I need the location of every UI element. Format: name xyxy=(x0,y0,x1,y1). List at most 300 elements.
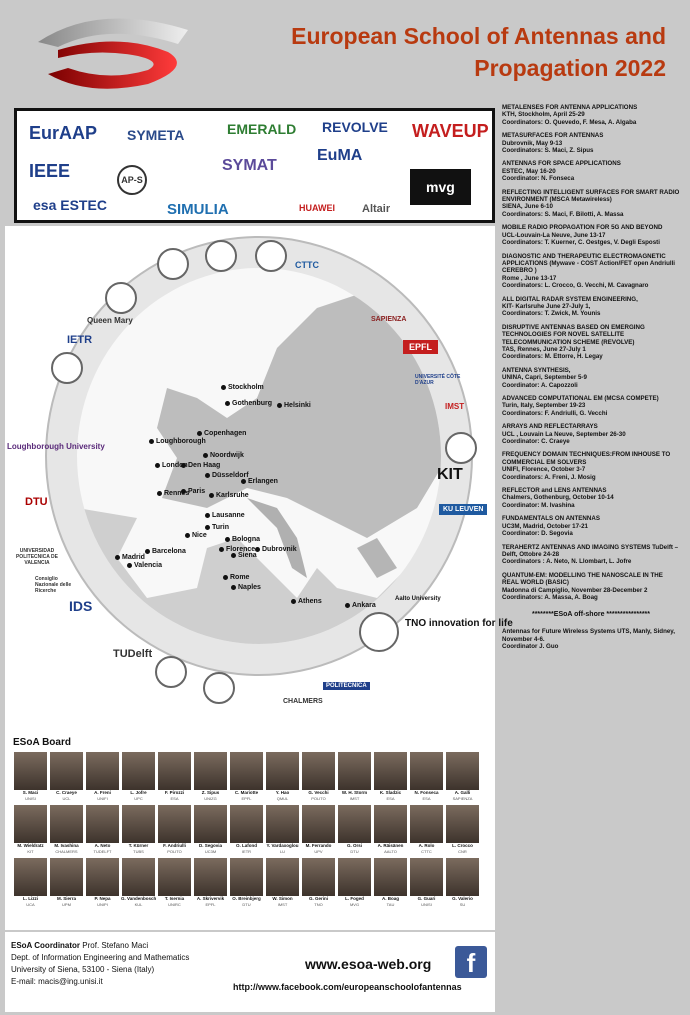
board-member xyxy=(301,858,336,907)
member-photo xyxy=(266,858,299,896)
member-photo xyxy=(14,752,47,790)
member-affiliation: ESA xyxy=(386,796,395,801)
city-bologna: Bologna xyxy=(225,536,260,543)
course-title: METALENSES FOR ANTENNA APPLICATIONS xyxy=(502,104,638,111)
board-member xyxy=(157,805,192,854)
offshore-section xyxy=(502,611,680,650)
city-copenhagen: Copenhagen xyxy=(197,430,246,437)
member-photo xyxy=(338,752,371,790)
city-stockholm: Stockholm xyxy=(221,384,264,391)
city-dubrovnik: Dubrovnik xyxy=(255,546,297,553)
city-valencia: Valencia xyxy=(127,562,162,569)
member-affiliation: UPM xyxy=(62,902,71,907)
member-name: C. Mariotte xyxy=(234,790,259,795)
board-member xyxy=(445,752,480,801)
member-photo xyxy=(266,805,299,843)
member-affiliation: KUL xyxy=(134,902,143,907)
member-name: C. Craeye xyxy=(56,790,77,795)
member-affiliation: TAU xyxy=(386,902,395,907)
board-member xyxy=(85,805,120,854)
course-item xyxy=(502,395,680,417)
offshore-coordinator: Coordinator J. Guo xyxy=(502,643,559,651)
course-location: UCL-Louvain-La Neuve, June 13-17 xyxy=(502,231,606,239)
board-member xyxy=(337,805,372,854)
member-name: A. Boag xyxy=(381,896,399,901)
coordinator-name: Prof. Stefano Maci xyxy=(82,941,149,950)
title-line-1: European School of Antennas and xyxy=(291,23,666,49)
facebook-url[interactable]: http://www.facebook.com/europeanschoolofantennas xyxy=(233,982,462,992)
course-title: METASURFACES FOR ANTENNAS xyxy=(502,132,604,140)
course-title: FREQUENCY DOMAIN TECHNIQUES:FROM INHOUSE TO COMMERCIAL EM SOLVERS xyxy=(502,451,671,466)
course-location: KIT- Karlsruhe June 27-July 1, xyxy=(502,302,591,310)
course-title: TERAHERTZ ANTENNAS AND IMAGING SYSTEMS TuDelft – Delft, Ottobre 24-28 xyxy=(502,543,679,558)
member-photo xyxy=(374,805,407,843)
member-affiliation: SAPIENZA xyxy=(452,796,473,801)
sponsor-aps: AP-S xyxy=(117,165,147,195)
course-location: Rome , June 13-17 xyxy=(502,274,557,282)
member-affiliation: CNR xyxy=(458,849,467,854)
course-coordinators: Coordinators: F. Andriulli, G. Vecchi xyxy=(502,409,608,417)
city-helsinki: Helsinki xyxy=(277,402,311,409)
course-item xyxy=(502,487,680,509)
city-loughborough: Loughborough xyxy=(149,438,206,445)
member-affiliation: POLITO xyxy=(311,796,326,801)
seal-university xyxy=(51,352,83,384)
member-photo xyxy=(122,752,155,790)
board-member xyxy=(157,752,192,801)
city-noordwijk: Noordwijk xyxy=(203,452,244,459)
member-name: T. Isernia xyxy=(164,896,185,901)
board-member xyxy=(193,805,228,854)
member-name: G. Vandenbosch xyxy=(121,896,156,901)
member-affiliation: QMUL xyxy=(276,796,289,801)
member-photo xyxy=(86,752,119,790)
member-photo xyxy=(230,805,263,843)
member-name: M. Sierra xyxy=(56,896,76,901)
sponsor-symat: SYMAT xyxy=(222,157,277,174)
course-title: MOBILE RADIO PROPAGATION FOR 5G AND BEYOND xyxy=(502,224,663,232)
course-location: UNIFI, Florence, October 3-7 xyxy=(502,466,586,474)
board-member xyxy=(13,752,48,801)
member-name: A. Räisänen xyxy=(377,843,404,848)
board-member xyxy=(373,805,408,854)
city-gothenburg: Gothenburg xyxy=(225,400,272,407)
city-madrid: Madrid xyxy=(115,554,145,561)
board-member xyxy=(121,858,156,907)
sponsor-waveup: WAVEUP xyxy=(412,121,489,141)
coordinator-label: ESoA Coordinator xyxy=(11,941,81,950)
member-name: M. Ferrando xyxy=(305,843,332,848)
member-photo xyxy=(86,805,119,843)
member-photo xyxy=(194,805,227,843)
course-item xyxy=(502,544,680,566)
sponsors-panel xyxy=(14,108,495,223)
member-name: G. Gerini xyxy=(308,896,328,901)
sponsor-euma: EuMA xyxy=(317,147,363,164)
course-item xyxy=(502,224,680,246)
inst-cnr: Consiglio Nazionale delle Ricerche xyxy=(35,576,72,594)
member-name: G. Valerio xyxy=(452,896,473,901)
course-coordinators: Coordinator: M. Ivashina xyxy=(502,501,575,509)
city-athens: Athens xyxy=(291,598,322,605)
member-name: O. Breinbjerg xyxy=(232,896,261,901)
member-name: G. Orsi xyxy=(346,843,362,848)
course-item xyxy=(502,572,680,602)
member-name: L. Lizzi xyxy=(23,896,38,901)
course-title: ARRAYS AND REFLECTARRAYS xyxy=(502,423,598,431)
member-affiliation: CHALMERS xyxy=(55,849,78,854)
course-location: KTH, Stockholm, April 25-29 xyxy=(502,111,585,119)
member-affiliation: IMST xyxy=(349,796,360,801)
course-item xyxy=(502,515,680,537)
board-title: ESoA Board xyxy=(13,737,71,748)
member-affiliation: UNIRC xyxy=(168,902,181,907)
member-name: A. Freni xyxy=(94,790,111,795)
member-affiliation: LU xyxy=(279,849,286,854)
board-member xyxy=(229,805,264,854)
course-location: SIENA, June 6-10 xyxy=(502,203,553,211)
seal-university xyxy=(155,656,187,688)
course-item xyxy=(502,324,680,361)
member-name: W. H. Storm xyxy=(341,790,368,795)
seal-university xyxy=(445,432,477,464)
city-lausanne: Lausanne xyxy=(205,512,245,519)
member-name: K. Sladzic xyxy=(379,790,402,795)
course-coordinators: Coordinators: S. Maci, F. Bilotti, A. Massa xyxy=(502,210,624,218)
city-naples: Naples xyxy=(231,584,261,591)
inst-kuleuven: KU LEUVEN xyxy=(439,504,487,515)
board-member xyxy=(337,858,372,907)
board-member xyxy=(373,858,408,907)
website-link[interactable]: www.esoa-web.org xyxy=(305,956,432,972)
sponsor-emerald: EMERALD xyxy=(227,121,297,137)
board-member xyxy=(49,752,84,801)
board-member xyxy=(409,858,444,907)
member-affiliation: DTU xyxy=(242,902,251,907)
course-title: ANTENNAS FOR SPACE APPLICATIONS xyxy=(502,160,621,168)
member-photo xyxy=(374,752,407,790)
member-affiliation: ESA xyxy=(170,796,179,801)
course-coordinators: Coordinator: A. Capozzoli xyxy=(502,381,578,389)
board-member xyxy=(409,752,444,801)
member-affiliation: UPV xyxy=(314,849,323,854)
member-photo xyxy=(410,805,443,843)
sponsor-revolve: REVOLVE xyxy=(322,119,388,135)
member-name: A. Skrivervik xyxy=(196,896,225,901)
offshore-course xyxy=(502,628,680,650)
inst-ietr: IETR xyxy=(67,334,93,346)
board-member xyxy=(373,752,408,801)
member-name: F. Andriulli xyxy=(163,843,186,848)
board-member xyxy=(121,752,156,801)
member-name: M. Wieldratz xyxy=(17,843,44,848)
seal-university xyxy=(203,672,235,704)
member-name: G. Vecchi xyxy=(308,790,329,795)
course-item xyxy=(502,132,680,154)
course-coordinators: Coordinator: N. Fonseca xyxy=(502,175,575,183)
board-member xyxy=(13,858,48,907)
member-photo xyxy=(374,858,407,896)
member-name: A. Neto xyxy=(94,843,111,848)
course-location: Turin, Italy, September 19-23 xyxy=(502,402,586,410)
member-name: Z. Sipus xyxy=(201,790,220,795)
course-title: DIAGNOSTIC AND THERAPEUTIC ELECTROMAGNETIC APPLICATIONS (Mywave - COST Action/FET open Andriulli CEREBRO ) xyxy=(502,252,676,275)
member-name: L. Jofre xyxy=(130,790,147,795)
board-member xyxy=(337,752,372,801)
offshore-heading: ********ESoA off-shore **************** xyxy=(531,611,650,619)
coordinator-univ: University of Siena, 53100 - Siena (Italy) xyxy=(11,965,155,974)
inst-cttc: CTTC xyxy=(295,260,319,270)
course-list xyxy=(502,104,680,657)
member-name: Y. Vardaxoglou xyxy=(266,843,299,848)
inst-tudelft: TUDelft xyxy=(113,648,153,660)
course-coordinators: Coordinators: L. Crocco, G. Vecchi, M. Cavagnaro xyxy=(502,282,649,290)
member-photo xyxy=(14,858,47,896)
member-photo xyxy=(50,752,83,790)
course-item xyxy=(502,189,680,219)
board-member xyxy=(49,805,84,854)
footer xyxy=(5,932,495,1012)
course-item xyxy=(502,423,680,445)
member-name: P. Nepa xyxy=(94,896,111,901)
course-item xyxy=(502,253,680,290)
member-name: D. Segovia xyxy=(198,843,222,848)
board-member xyxy=(265,805,300,854)
member-name: W. Simon xyxy=(272,896,293,901)
city-ankara: Ankara xyxy=(345,602,376,609)
inst-cote-azur: UNIVERSITÉ CÔTE D'AZUR xyxy=(415,374,461,386)
course-location: UCL , Louvain La Neuve, September 26-30 xyxy=(502,430,626,438)
member-photo xyxy=(86,858,119,896)
course-location: Dubrovnik, May 9-13 xyxy=(502,139,563,147)
member-name: F. Pirozzi xyxy=(164,790,185,795)
member-photo xyxy=(410,752,443,790)
course-title: ANTENNA SYNTHESIS, xyxy=(502,366,571,374)
course-coordinators: Coordinators: O. Quevedo, F. Mesa, A. Algaba xyxy=(502,118,637,126)
coordinator-info xyxy=(11,940,189,988)
board-member xyxy=(49,858,84,907)
course-coordinators: Coordinators: M. Ettorre, H. Legay xyxy=(502,353,603,361)
course-coordinators: Coordinators: A. Freni, J. Mosig xyxy=(502,473,596,481)
course-coordinators: Coordinators: A. Massa, A. Boag xyxy=(502,593,598,601)
esoa-board xyxy=(5,734,495,930)
member-photo xyxy=(230,752,263,790)
coordinator-email[interactable]: E-mail: macis@ing.unisi.it xyxy=(11,977,103,986)
member-photo xyxy=(158,805,191,843)
city-london: London xyxy=(155,462,188,469)
board-member xyxy=(445,805,480,854)
sponsor-mvg: mvg xyxy=(410,169,471,205)
sponsor-huawei: HUAWEI xyxy=(299,203,335,213)
member-affiliation: TUBS xyxy=(133,849,144,854)
course-item xyxy=(502,160,680,182)
sponsor-esa: esa ESTEC xyxy=(33,197,107,213)
city-turin: Turin xyxy=(205,524,229,531)
board-member xyxy=(121,805,156,854)
member-affiliation: UNISI xyxy=(25,796,36,801)
course-coordinators: Coordinators: S. Maci, Z. Sipus xyxy=(502,147,594,155)
europe-map-panel xyxy=(5,226,513,734)
member-photo xyxy=(194,752,227,790)
course-coordinators: Coordinators : A. Neto, N. Llombart, L. Jofre xyxy=(502,558,632,566)
member-affiliation: EPFL xyxy=(241,796,252,801)
board-member xyxy=(85,858,120,907)
course-item xyxy=(502,296,680,318)
sponsor-ieee: IEEE xyxy=(29,161,71,181)
city-erlangen: Erlangen xyxy=(241,478,278,485)
inst-sapienza: SAPIENZA xyxy=(371,316,407,323)
board-member xyxy=(193,858,228,907)
member-affiliation: SU xyxy=(459,902,466,907)
member-name: L. Foged xyxy=(345,896,364,901)
course-coordinators: Coordinator: D. Segovia xyxy=(502,530,573,538)
member-affiliation: UCL xyxy=(62,796,71,801)
member-name: L. Crocco xyxy=(452,843,473,848)
inst-politecnica: POLITECNICA xyxy=(323,682,370,690)
course-location: TAS, Rennes, June 27-July 1 xyxy=(502,345,586,353)
member-affiliation: CTTC xyxy=(421,849,432,854)
city-rome: Rome xyxy=(223,574,249,581)
board-member xyxy=(409,805,444,854)
sponsor-simulia: SIMULIA xyxy=(167,201,229,218)
board-member xyxy=(85,752,120,801)
member-name: T. Kürner xyxy=(128,843,149,848)
member-affiliation: TNO xyxy=(314,902,323,907)
course-location: UNINA, Capri, September 5-9 xyxy=(502,374,587,382)
seal-university xyxy=(359,612,399,652)
inst-epfl: EPFL xyxy=(403,340,438,354)
board-member xyxy=(13,805,48,854)
course-title: DISRUPTIVE ANTENNAS BASED ON EMERGING TECHNOLOGIES FOR NOVEL SATELLITE TELECOMMUNICATION SCHEME (REVOLVE) xyxy=(502,323,645,346)
city-barcelona: Barcelona xyxy=(145,548,186,555)
city-den-haag: Den Haag xyxy=(181,462,220,469)
seal-university xyxy=(205,240,237,272)
inst-imst: IMST xyxy=(445,402,465,411)
member-affiliation: IMST xyxy=(277,902,288,907)
inst-chalmers: CHALMERS xyxy=(283,698,323,705)
course-title: REFLECTING INTELLIGENT SURFACES FOR SMART RADIO ENVIRONMENT (MSCA Metawireless) xyxy=(502,188,680,204)
member-affiliation: POLITO xyxy=(167,849,182,854)
course-item xyxy=(502,367,680,389)
course-coordinators: Coordinators: T. Kuerner, C. Oestges, V. Degli Esposti xyxy=(502,239,660,247)
inst-tno: TNO innovation for life xyxy=(405,618,513,629)
member-affiliation: ESA xyxy=(422,796,431,801)
member-name: S. Maci xyxy=(22,790,39,795)
sponsor-altair: Altair xyxy=(362,203,391,215)
facebook-icon[interactable]: f xyxy=(455,946,487,978)
inst-aalto: Aalto University xyxy=(395,596,441,602)
board-member xyxy=(229,752,264,801)
member-affiliation: UNIZG xyxy=(204,796,217,801)
member-affiliation: MVG xyxy=(349,902,360,907)
member-photo xyxy=(50,805,83,843)
city-nice: Nice xyxy=(185,532,207,539)
city-dusseldorf: Düsseldorf xyxy=(205,472,249,479)
member-photo xyxy=(446,858,479,896)
member-photo xyxy=(446,752,479,790)
board-member xyxy=(301,805,336,854)
member-photo xyxy=(158,858,191,896)
course-location: UC3M, Madrid, October 17-21 xyxy=(502,522,588,530)
course-title: QUANTUM-EM: MODELLING THE NANOSCALE IN THE REAL WORLD (BASIC) xyxy=(502,571,663,587)
coordinator-dept: Dept. of Information Engineering and Mathematics xyxy=(11,953,190,962)
title-line-2: Propagation 2022 xyxy=(474,55,666,81)
sponsor-symeta: SYMETA xyxy=(127,127,185,143)
member-photo xyxy=(302,805,335,843)
member-name: O. Lafond xyxy=(236,843,257,848)
board-member xyxy=(193,752,228,801)
member-affiliation: IETR xyxy=(241,849,252,854)
course-title: FUNDAMENTALS ON ANTENNAS xyxy=(502,515,600,523)
city-karlsruhe: Karlsruhe xyxy=(209,492,249,499)
board-member xyxy=(157,858,192,907)
course-item xyxy=(502,451,680,481)
member-name: Y. Hao xyxy=(275,790,290,795)
inst-dtu: DTU xyxy=(25,496,48,508)
inst-kit: KIT xyxy=(437,466,463,483)
member-affiliation: KIT xyxy=(27,849,34,854)
course-title: ADVANCED COMPUTATIONAL EM (MCSA COMPETE) xyxy=(502,395,659,402)
member-photo xyxy=(266,752,299,790)
member-photo xyxy=(122,858,155,896)
inst-queen-mary: Queen Mary xyxy=(87,316,133,325)
course-coordinators: Coordinator: C. Craeye xyxy=(502,438,570,446)
board-member xyxy=(229,858,264,907)
course-coordinators: Coordinators: T. Zwick, M. Younis xyxy=(502,310,601,318)
course-title: ALL DIGITAL RADAR SYSTEM ENGINEERING, xyxy=(502,295,638,303)
member-affiliation: DTU xyxy=(350,849,359,854)
member-photo xyxy=(410,858,443,896)
member-photo xyxy=(230,858,263,896)
city-paris: Paris xyxy=(181,488,205,495)
board-member xyxy=(265,752,300,801)
city-siena: Siena xyxy=(231,552,257,559)
sponsor-euraap: EurAAP xyxy=(29,123,98,143)
inst-upv: UNIVERSIDAD POLITECNICA DE VALENCIA xyxy=(15,548,59,566)
course-item xyxy=(502,104,680,126)
member-photo xyxy=(158,752,191,790)
board-member xyxy=(301,752,336,801)
inst-loughborough: Loughborough University xyxy=(7,442,105,451)
course-location: Chalmers, Gothenburg, October 10-14 xyxy=(502,494,614,502)
member-photo xyxy=(338,805,371,843)
member-affiliation: UNIFI xyxy=(97,796,108,801)
member-photo xyxy=(194,858,227,896)
member-affiliation: UPC xyxy=(134,796,143,801)
course-location: Madonna di Campiglio, November 28-December 2 xyxy=(502,586,648,594)
member-name: M. Ivashina xyxy=(54,843,79,848)
seal-university xyxy=(105,282,137,314)
member-photo xyxy=(302,752,335,790)
member-name: A. Rolo xyxy=(418,843,435,848)
seal-university xyxy=(157,248,189,280)
offshore-text: Antennas for Future Wireless Systems UTS, Manly, Sidney, November 4-6. xyxy=(502,628,676,643)
inst-ids: IDS xyxy=(69,598,93,614)
member-affiliation: UNISI xyxy=(421,902,432,907)
member-photo xyxy=(50,858,83,896)
course-title: REFLECTOR and LENS ANTENNAS xyxy=(502,487,607,495)
board-member xyxy=(445,858,480,907)
member-photo xyxy=(446,805,479,843)
esoa-logo xyxy=(28,12,198,92)
board-member xyxy=(265,858,300,907)
member-photo xyxy=(14,805,47,843)
member-photo xyxy=(338,858,371,896)
seal-university xyxy=(255,240,287,272)
member-affiliation: UNIPI xyxy=(97,902,108,907)
member-affiliation: AALTO xyxy=(384,849,397,854)
member-photo xyxy=(122,805,155,843)
